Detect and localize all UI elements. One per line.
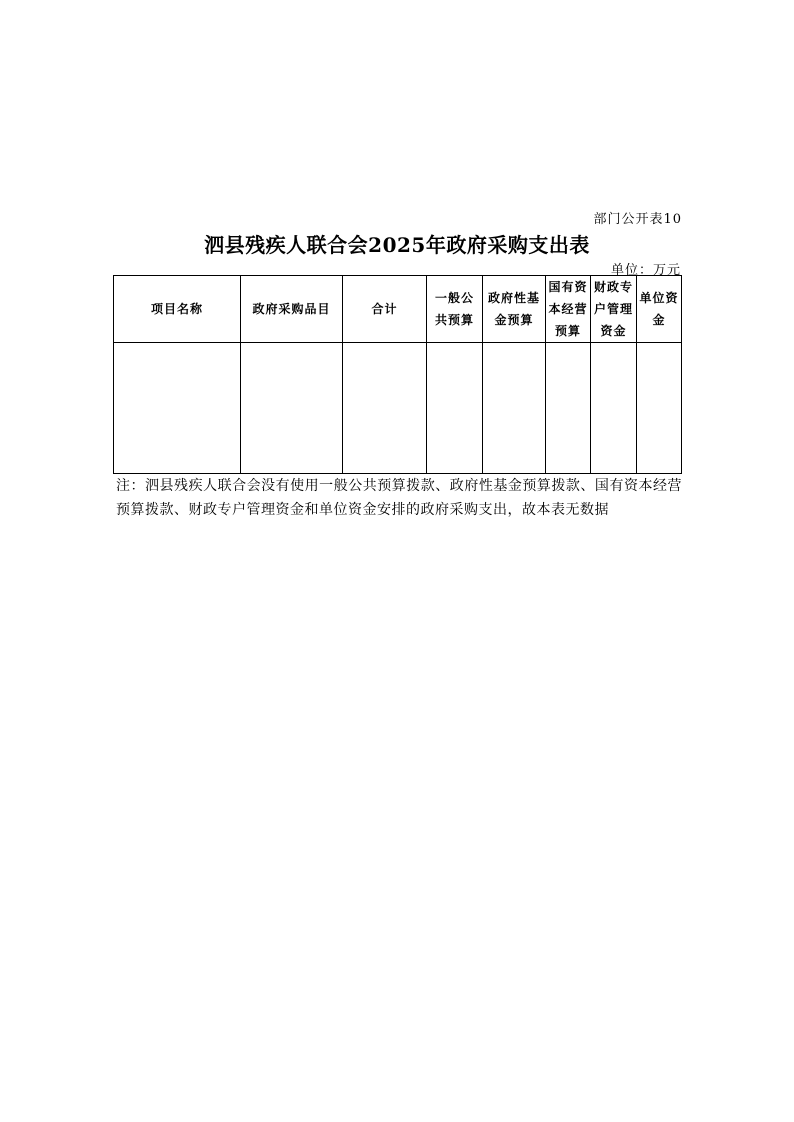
column-header-project-name: 项目名称	[114, 276, 241, 343]
unit-label: 单位：万元	[610, 263, 681, 278]
table-header-row	[114, 276, 682, 343]
column-header-procurement-item: 政府采购品目	[241, 276, 343, 343]
page-title: 泗县残疾人联合会2025年政府采购支出表	[204, 233, 590, 257]
table-cell	[591, 343, 637, 474]
footnote: 注：泗县残疾人联合会没有使用一般公共预算拨款、政府性基金预算拨款、国有资本经营预算拨款、财政专户管理资金和单位资金安排的政府采购支出，故本表无数据	[116, 478, 682, 518]
table-cell	[114, 343, 241, 474]
table-cell	[637, 343, 682, 474]
table-cell	[546, 343, 591, 474]
table-row	[114, 343, 682, 474]
column-header-fund-budget: 政府性基金预算	[483, 276, 546, 343]
column-header-total: 合计	[343, 276, 427, 343]
column-header-general-budget: 一般公共预算	[427, 276, 483, 343]
table-cell	[483, 343, 546, 474]
table-code: 部门公开表10	[593, 212, 682, 227]
column-header-state-capital-budget: 国有资本经营预算	[546, 276, 591, 343]
table-cell	[427, 343, 483, 474]
procurement-table	[113, 275, 682, 474]
column-header-special-account-funds: 财政专户管理资金	[591, 276, 637, 343]
table-cell	[343, 343, 427, 474]
column-header-unit-funds: 单位资金	[637, 276, 682, 343]
table-cell	[241, 343, 343, 474]
